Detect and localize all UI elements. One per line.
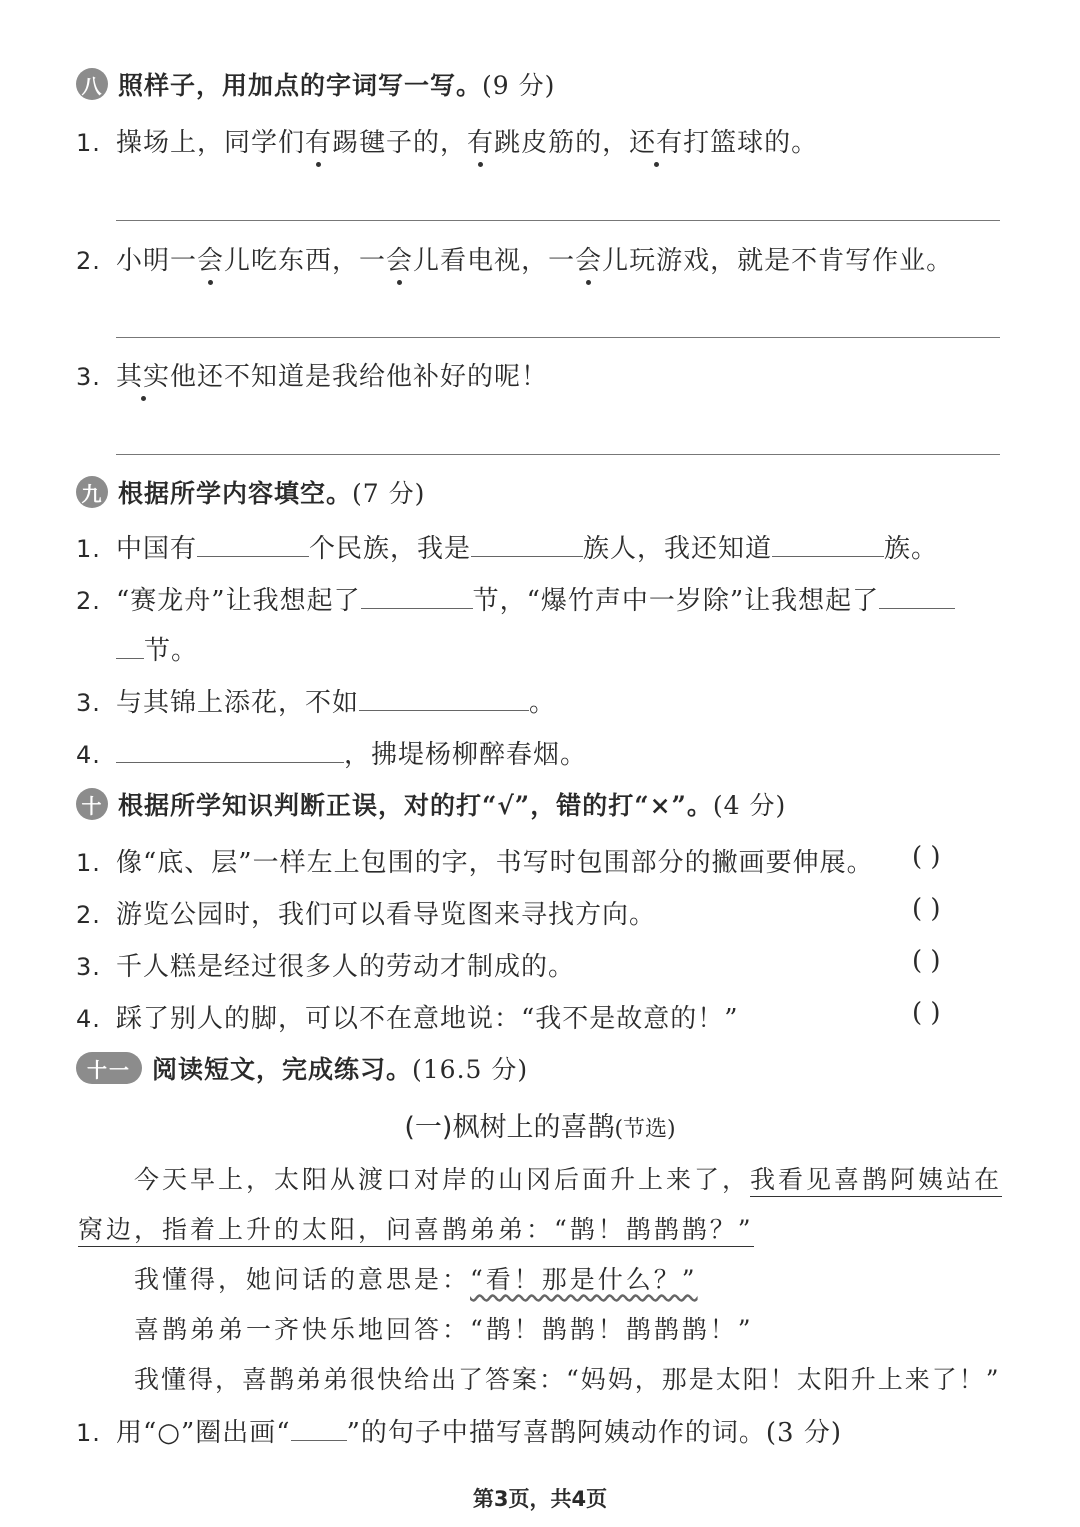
dotted-word: 有 [467, 122, 494, 159]
paragraph-3: 喜鹊弟弟一齐快乐地回答：“鹊！鹊鹊！鹊鹊鹊！” [134, 1315, 754, 1344]
sec8-item-1 [76, 122, 818, 159]
answer-line-3[interactable] [116, 454, 1000, 455]
section-8-heading [76, 66, 555, 102]
section-9-heading [76, 474, 425, 510]
text: ”的句子中描写喜鹊阿姨动作的词。(3 分) [346, 1418, 842, 1448]
sec10-item-4 [76, 998, 739, 1035]
section-9-badge: 九 [76, 476, 108, 508]
item-number: 2. [76, 901, 101, 929]
section-10-score: (4 分) [712, 791, 787, 820]
section-8-title: 照样子，用加点的字词写一写。 [118, 71, 483, 100]
fill-blank[interactable] [361, 580, 473, 609]
text: 族人，我还知道 [583, 534, 773, 564]
sec9-item-1 [76, 528, 938, 565]
item-number: 4. [76, 741, 101, 769]
underlined-sentence: 窝边，指着上升的太阳，问喜鹊弟弟：“鹊！鹊鹊鹊？” [78, 1215, 754, 1247]
text: 玩游戏，就是不肯写作业。 [629, 246, 954, 276]
story-title [0, 1105, 1080, 1144]
sec8-item-2 [76, 240, 953, 277]
section-11-heading [76, 1050, 528, 1086]
item-number: 2. [76, 247, 101, 275]
dotted-word: 一会儿 [170, 240, 251, 277]
text: 与其锦上添花，不如 [116, 688, 360, 718]
text: ，拂堤杨柳醉春烟。 [344, 740, 588, 770]
text: 看电视， [440, 246, 549, 276]
section-9-score: (7 分) [352, 479, 426, 508]
text: 族。 [884, 534, 939, 564]
text: 。 [529, 688, 557, 718]
answer-bracket[interactable]: ( ) [912, 842, 941, 872]
text: 我懂得，她问话的意思是： [134, 1265, 471, 1294]
story-title-text: (一)枫树上的喜鹊 [404, 1112, 615, 1143]
sec10-item-1 [76, 842, 874, 879]
sec9-item-3 [76, 682, 556, 719]
text: 节，“爆竹声中一岁除”让我想起了 [472, 586, 880, 616]
sec9-item-4 [76, 734, 587, 771]
underline-sample [291, 1412, 347, 1441]
sec9-item-2 [76, 580, 955, 617]
statement-text: 千人糕是经过很多人的劳动才制成的。 [116, 952, 576, 982]
paragraph-4: 我懂得，喜鹊弟弟很快给出了答案：“妈妈，那是太阳！太阳升上来了！” [134, 1365, 1001, 1394]
fill-blank[interactable] [879, 580, 955, 609]
item-number: 1. [76, 849, 101, 877]
dotted-word: 一会儿 [359, 240, 440, 277]
paragraph-1-line-1 [134, 1160, 1002, 1196]
section-10-heading [76, 786, 786, 822]
fill-blank[interactable] [359, 682, 529, 711]
text: 用“○”圈出画“ [116, 1418, 291, 1448]
answer-bracket[interactable]: ( ) [912, 998, 941, 1028]
answer-bracket[interactable]: ( ) [912, 946, 941, 976]
text: 小明 [116, 246, 171, 276]
item-number: 1. [76, 535, 101, 563]
page-number: 第3页，共4页 [472, 1487, 608, 1511]
dotted-word: 其实 [116, 356, 170, 393]
text: 操场上，同学们 [116, 128, 306, 158]
paragraph-1-line-2 [78, 1210, 754, 1246]
text: 打篮球的。 [683, 128, 819, 158]
fill-blank[interactable] [116, 630, 144, 659]
sec9-item-2-cont [116, 630, 198, 667]
item-number: 1. [76, 129, 101, 157]
text: 吃东西， [251, 246, 360, 276]
sec11-question-1 [76, 1412, 842, 1449]
wavy-underlined-text: “看！那是什么？” [470, 1265, 698, 1294]
fill-blank[interactable] [772, 528, 884, 557]
sec10-item-3 [76, 946, 575, 983]
statement-text: 踩了别人的脚，可以不在意地说：“我不是故意的！” [116, 1004, 739, 1034]
text: 跳皮筋的， [494, 128, 630, 158]
answer-line-1[interactable] [116, 220, 1000, 221]
sec10-item-2 [76, 894, 656, 931]
dotted-word: 一会儿 [548, 240, 629, 277]
text: 踢毽子的， [332, 128, 468, 158]
text: 今天早上，太阳从渡口对岸的山冈后面升上来了， [134, 1165, 751, 1194]
paragraph-2 [134, 1260, 698, 1296]
section-11-score: (16.5 分) [412, 1055, 529, 1084]
item-number: 2. [76, 587, 101, 615]
item-number: 4. [76, 1005, 101, 1033]
statement-text: 游览公园时，我们可以看导览图来寻找方向。 [116, 900, 657, 930]
fill-blank[interactable] [471, 528, 583, 557]
section-8-score: (9 分) [482, 71, 556, 100]
section-8-badge: 八 [76, 68, 108, 100]
statement-text: 像“底、层”一样左上包围的字，书写时包围部分的撇画要伸展。 [116, 848, 874, 878]
section-10-title: 根据所学知识判断正误，对的打“√”，错的打“×”。 [118, 791, 713, 820]
fill-blank[interactable] [116, 734, 344, 763]
answer-bracket[interactable]: ( ) [912, 894, 941, 924]
item-number: 3. [76, 689, 101, 717]
text: 节。 [144, 636, 199, 666]
section-9-title: 根据所学内容填空。 [118, 479, 353, 508]
item-number: 1. [76, 1419, 101, 1447]
dotted-word: 有 [305, 122, 332, 159]
underlined-sentence: 我看见喜鹊阿姨站在 [750, 1165, 1002, 1197]
dotted-word: 还有 [629, 122, 683, 159]
text: 他还不知道是我给他补好的呢！ [170, 362, 549, 392]
item-number: 3. [76, 953, 101, 981]
text: 中国有 [116, 534, 198, 564]
sec8-item-3 [76, 356, 548, 393]
item-number: 3. [76, 363, 101, 391]
section-11-badge: 十一 [76, 1052, 142, 1084]
text: 个民族，我是 [309, 534, 472, 564]
story-subtitle: (节选) [614, 1117, 676, 1142]
text: “赛龙舟”让我想起了 [116, 586, 361, 616]
answer-line-2[interactable] [116, 337, 1000, 338]
section-11-title: 阅读短文，完成练习。 [152, 1055, 413, 1084]
fill-blank[interactable] [197, 528, 309, 557]
section-10-badge: 十 [76, 788, 108, 820]
